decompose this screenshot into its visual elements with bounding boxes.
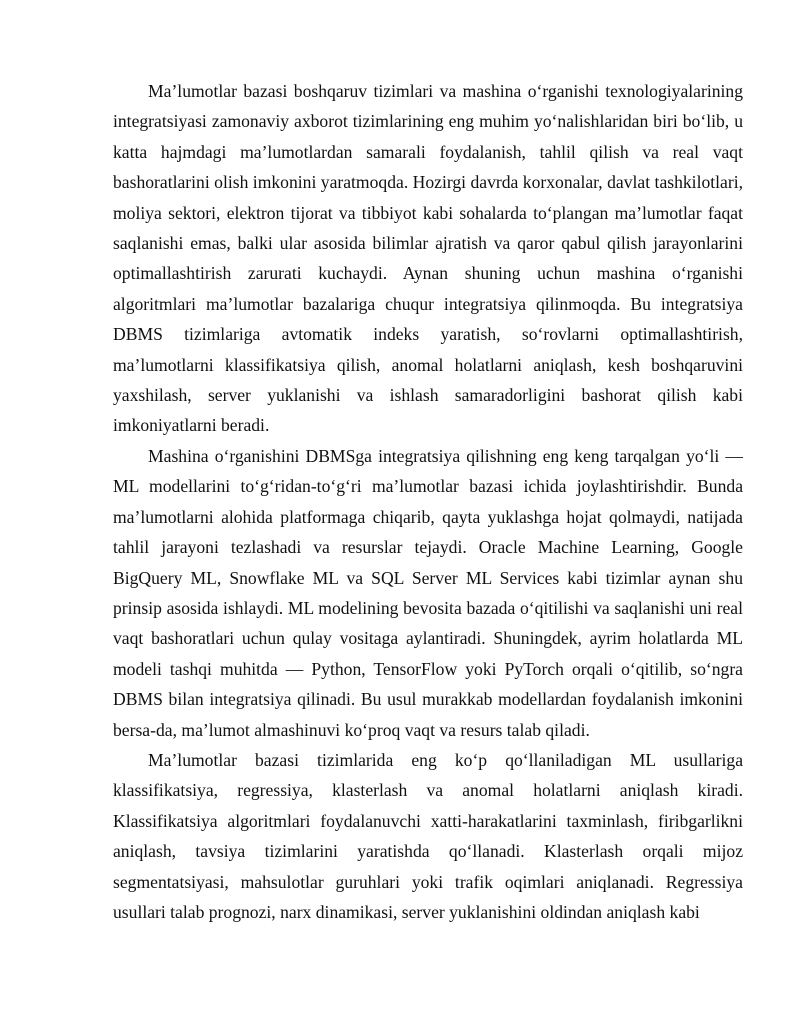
- paragraph: Mashina o‘rganishini DBMSga integratsiya qilishning eng keng tarqalgan yo‘li — ML modellarini to‘g‘ridan-to‘g‘ri ma’lumotlar bazasi ichida joylashtirishdir. Bunda ma’lumotlarni alohida platformaga chiqarib, qayta yuklashga hojat qolmaydi, natijada tahlil jarayoni tezlashadi va resurslar tejaydi. Oracle Machine Learning, Google BigQuery ML, Snowflake ML va SQL Server ML Services kabi tizimlar aynan shu prinsip asosida ishlaydi. ML modelining bevosita bazada o‘qitilishi va saqlanishi uni real vaqt bashoratlari uchun qulay vositaga aylantiradi. Shuningdek, ayrim holatlarda ML modeli tashqi muhitda — Python, TensorFlow yoki PyTorch orqali o‘qitilib, so‘ngra DBMS bilan integratsiya qilinadi. Bu usul murakkab modellardan foydalanish imkonini bersa-da, ma’lumot almashinuvi ko‘proq vaqt va resurs talab qiladi.: [113, 445, 743, 740]
- paragraph: Ma’lumotlar bazasi boshqaruv tizimlari va mashina o‘rganishi texnologiyalarining integratsiyasi zamonaviy axborot tizimlarining eng muhim yo‘nalishlaridan biri bo‘lib, u katta hajmdagi ma’lumotlardan samarali foydalanish, tahlil qilish va real vaqt bashoratlarini olish imkonini yaratmoqda. Hozirgi davrda korxonalar, davlat tashkilotlari, moliya sektori, elektron tijorat va tibbiyot kabi sohalarda to‘plangan ma’lumotlar faqat saqlanishi emas, balki ular asosida bilimlar ajratish va qaror qabul qilish jarayonlarini optimallashtirish zarurati kuchaydi. Aynan shuning uchun mashina o‘rganishi algoritmlari ma’lumotlar bazalariga chuqur integratsiya qilinmoqda. Bu integratsiya DBMS tizimlariga avtomatik indeks yaratish, so‘rovlarni optimallashtirish, ma’lumotlarni klassifikatsiya qilish, anomal holatlarni aniqlash, kesh boshqaruvini yaxshilash, server yuklanishi va ishlash samaradorligini bashorat qilish kabi imkoniyatlarni beradi.: [113, 81, 743, 436]
- paragraph: Ma’lumotlar bazasi tizimlarida eng ko‘p qo‘llaniladigan ML usullariga klassifikatsiya, regressiya, klasterlash va anomal holatlarni aniqlash kiradi. Klassifikatsiya algoritmlari foydalanuvchi xatti-harakatlarini taxminlash, firibgarlikni aniqlash, tavsiya tizimlarini yaratishda qo‘llanadi. Klasterlash orqali mijoz segmentatsiyasi, mahsulotlar guruhlari yoki trafik oqimlari aniqlanadi. Regressiya usullari talab prognozi, narx dinamikasi, server yuklanishini oldindan aniqlash kabi: [113, 749, 743, 922]
- document-page: [113, 76, 743, 927]
